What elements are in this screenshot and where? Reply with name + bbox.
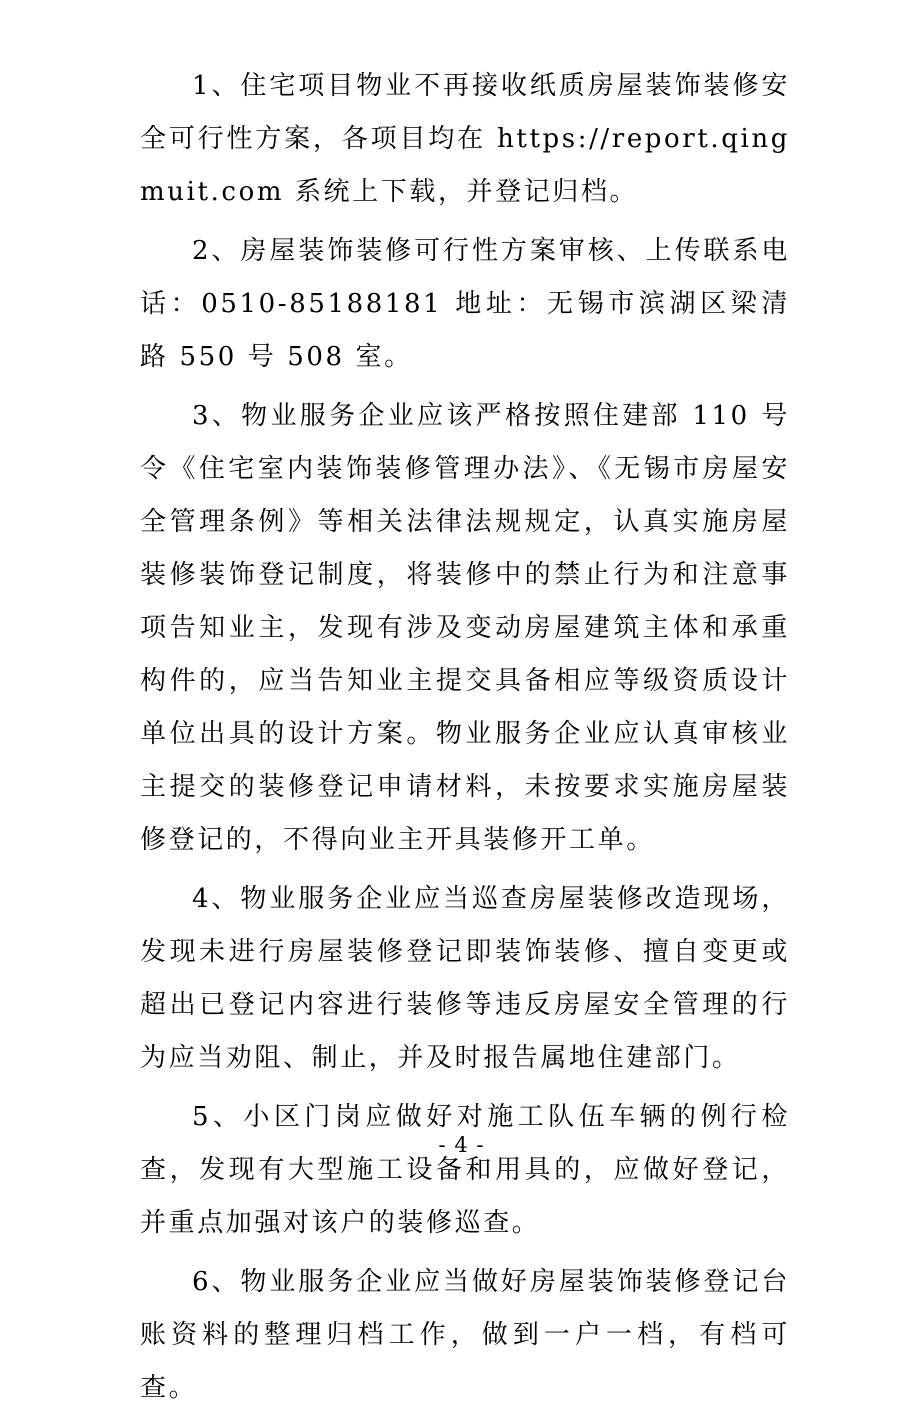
paragraph-1: 1、住宅项目物业不再接收纸质房屋装饰装修安全可行性方案，各项目均在 https://report.qingmuit.com 系统上下载，并登记归档。 [140, 71, 790, 207]
paragraph-5: 5、小区门岗应做好对施工队伍车辆的例行检查，发现有大型施工设备和用具的，应做好登记，并重点加强对该户的装修巡查。 [140, 1102, 790, 1238]
document-body [140, 60, 790, 1415]
paragraph-4: 4、物业服务企业应当巡查房屋装修改造现场，发现未进行房屋装修登记即装饰装修、擅自变更或超出已登记内容进行装修等违反房屋安全管理的行为应当劝阻、制止，并及时报告属地住建部门。 [140, 884, 790, 1073]
paragraph-6: 6、物业服务企业应当做好房屋装饰装修登记台账资料的整理归档工作，做到一户一档，有档可查。 [140, 1267, 790, 1403]
page-number: - 4 - [438, 1133, 485, 1157]
paragraph-2: 2、房屋装饰装修可行性方案审核、上传联系电话：0510-85188181 地址：无锡市滨湖区梁清路 550 号 508 室。 [140, 236, 790, 372]
paragraph-3: 3、物业服务企业应该严格按照住建部 110 号令《住宅室内装饰装修管理办法》、《无锡市房屋安全管理条例》等相关法律法规规定，认真实施房屋装修装饰登记制度，将装修中的禁止行为和注意事项告知业主，发现有涉及变动房屋建筑主体和承重构件的，应当告知业主提交具备相应等级资质设计单位出具的设计方案。物业服务企业应认真审核业主提交的装修登记申请材料，未按要求实施房屋装修登记的，不得向业主开具装修开工单。 [140, 401, 790, 855]
